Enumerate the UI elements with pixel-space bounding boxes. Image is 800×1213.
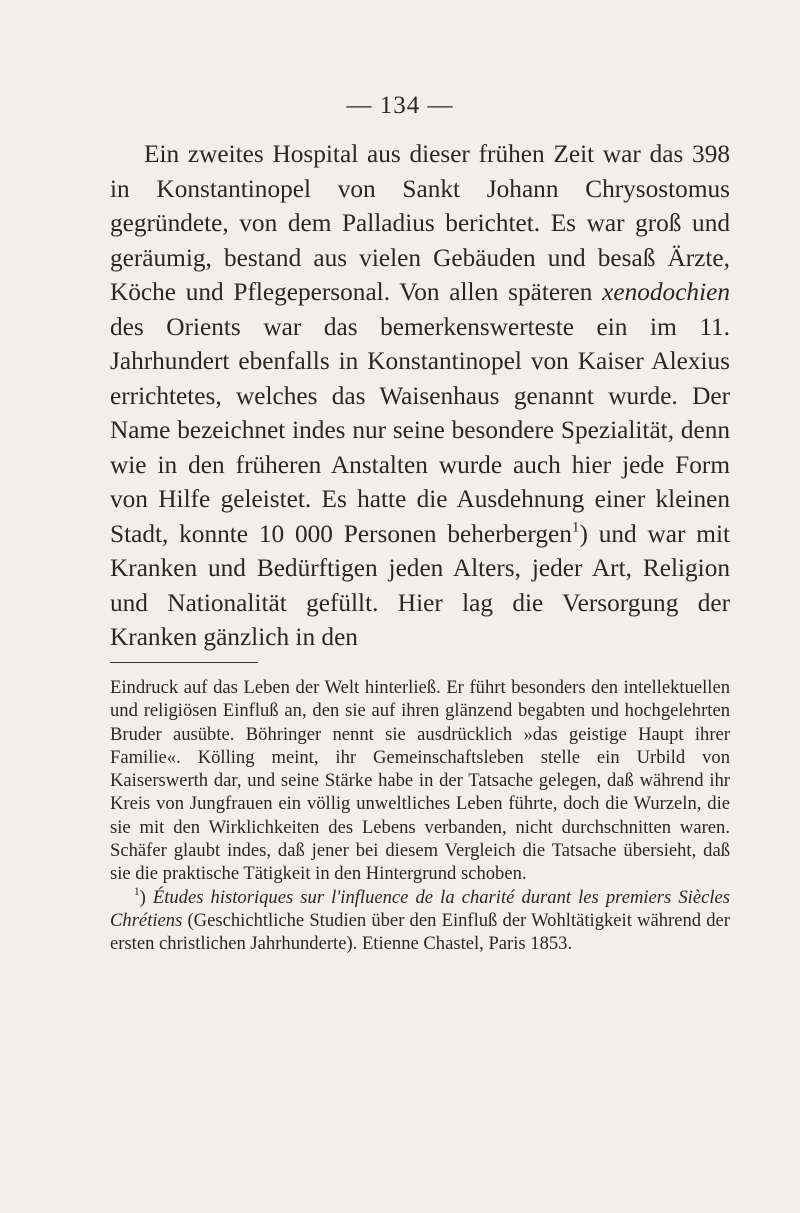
italic-term: xenodochien xyxy=(602,278,730,306)
footnote-1-paren: ) xyxy=(139,886,153,908)
body-text-start: Ein zweites Hospital aus dieser frühen Zeit war das 398 in Konstantinopel von Sankt Johann Chrysostomus gegründete, von dem Palladius berichtet. Es war groß und geräumig, bestand aus vielen Gebäuden und besaß Ärzte, Köche und Pflegepersonal. Von allen späteren xyxy=(110,140,730,306)
footnote-separator xyxy=(110,662,258,663)
body-text-end: ) und war mit Kranken und Bedürftigen jeden Alters, jeder Art, Religion und Nationalität gefüllt. Hier lag die Versorgung der Kranken gänzlich in den xyxy=(110,519,730,651)
page-number: — 134 — xyxy=(346,92,454,119)
main-text xyxy=(110,137,730,655)
footnote-marker: 1 xyxy=(571,517,580,535)
footnote-1-text: (Geschichtliche Studien über den Einfluß der Wohltätigkeit während der ersten christlichen Jahrhunderte). Etienne Chastel, Paris 1853. xyxy=(110,909,730,955)
footnote-1-marker: 1 xyxy=(134,885,140,898)
footnotes-section xyxy=(110,676,730,956)
footnote-1 xyxy=(110,886,730,956)
footnote-continuation: Eindruck auf das Leben der Welt hinterließ. Er führt besonders den intellektuellen und religiösen Einfluß an, den sie auf ihren glänzend begabten und hochgelehrten Bruder ausübte. Böhringer nennt sie ausdrücklich »das geistige Haupt ihrer Familie«. Kölling meint, ihr Gemeinschaftsleben stelle ein Urbild von Kaiserswerth dar, und seine Stärke habe in der Tatsache gelegen, daß während ihr Kreis von Jungfrauen ein völlig unweltliches Leben führte, doch die Wurzeln, die sie mit den Wirklichkeiten des Lebens verbanden, nicht durchschnitten waren. Schäfer glaubt indes, daß jener bei diesem Vergleich die Tatsache übersieht, daß sie die praktische Tätigkeit in den Hintergrund schoben. xyxy=(110,677,730,885)
body-text-middle: des Orients war das bemerkenswerteste ein im 11. Jahrhundert ebenfalls in Konstantinopel von Kaiser Alexius errichtetes, welches das Waisenhaus genannt wurde. Der Name bezeichnet indes nur seine besondere Spezialität, denn wie in den früheren Anstalten wurde auch hier jede Form von Hilfe geleistet. Es hatte die Ausdehnung einer kleinen Stadt, konnte 10 000 Personen beherbergen xyxy=(110,312,730,548)
footnote-1-title: Études historiques sur l'influence de la charité durant les premiers Siècles Chrétiens xyxy=(110,886,730,931)
body-paragraph xyxy=(110,137,730,655)
